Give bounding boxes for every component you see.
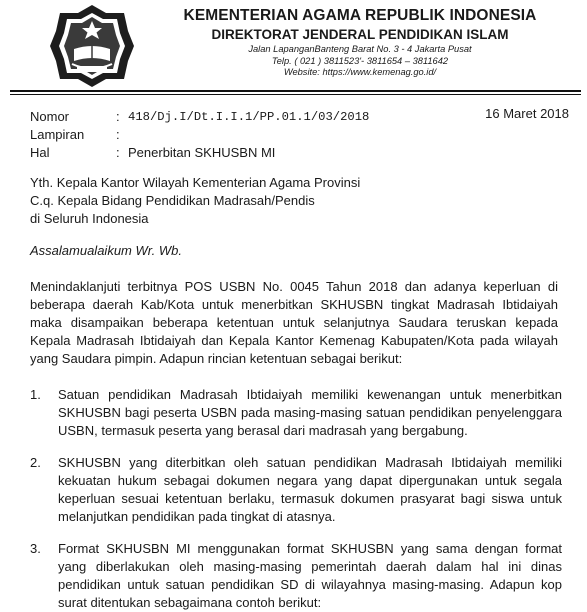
list-item bbox=[30, 386, 562, 440]
letterhead-address: Jalan LapanganBanteng Barat No. 3 - 4 Jakarta Pusat bbox=[248, 44, 472, 54]
list-item-number: 1. bbox=[30, 387, 41, 402]
ministry-emblem-logo bbox=[48, 3, 136, 89]
hal-value: Penerbitan SKHUSBN MI bbox=[128, 145, 276, 160]
list-item-text: SKHUSBN yang diterbitkan oleh satuan pendidikan Madrasah Ibtidaiyah memiliki kekuatan hukum sebagai dokumen negara yang dapat dipergunakan untuk segala keperluan sesuai ketentuan berlaku, termasuk dokumen prasyarat bagi siswa untuk melanjutkan pendidikan pada tingkat di atasnya. bbox=[58, 455, 562, 524]
letterhead bbox=[140, 6, 580, 79]
recipient-line-1: Yth. Kepala Kantor Wilayah Kementerian Agama Provinsi bbox=[30, 175, 361, 190]
letterhead-divider-thick bbox=[10, 90, 581, 92]
intro-paragraph: Menindaklanjuti terbitnya POS USBN No. 0045 Tahun 2018 dan adanya keperluan di beberapa daerah Kab/Kota untuk menerbitkan SKHUSBN tingkat Madrasah Ibtidaiyah maka disampaikan beberapa ketentuan untuk selanjutnya Saudara teruskan kepada Kepala Madrasah Ibtidaiyah dan Kepala Kantor Kemenag Kabupaten/Kota pada wilayah yang Saudara pimpin. Adapun rincian ketentuan sebagai berikut: bbox=[30, 279, 558, 366]
list-item-number: 3. bbox=[30, 541, 41, 556]
letterhead-ministry-name: KEMENTERIAN AGAMA REPUBLIK INDONESIA bbox=[183, 7, 537, 24]
list-item-text: Satuan pendidikan Madrasah Ibtidaiyah memiliki kewenangan untuk menerbitkan SKHUSBN bagi peserta USBN pada masing-masing satuan pendidikan penyelenggara USBN, termasuk peserta yang berasal dari madrasah yang bergabung. bbox=[58, 387, 562, 438]
lampiran-colon: : bbox=[116, 127, 120, 142]
hal-colon: : bbox=[116, 145, 120, 160]
list-item-text: Format SKHUSBN MI menggunakan format SKHUSBN yang sama dengan format yang diberlakukan oleh masing-masing pemerintah daerah dalam hal ini dinas pendidikan untuk satuan pendidikan SD di wilayahnya masing-masing. Adapun kop surat ditentukan sebagaimana contoh berikut: bbox=[58, 541, 562, 610]
nomor-label: Nomor bbox=[30, 109, 70, 124]
recipient-line-2: C.q. Kepala Bidang Pendidikan Madrasah/Pendis bbox=[30, 193, 315, 208]
list-item-number: 2. bbox=[30, 455, 41, 470]
recipient-line-3: di Seluruh Indonesia bbox=[30, 211, 149, 226]
letter-date: 16 Maret 2018 bbox=[485, 106, 569, 121]
list-item bbox=[30, 540, 562, 612]
nomor-colon: : bbox=[116, 109, 120, 124]
letterhead-directorate-name: DIREKTORAT JENDERAL PENDIDIKAN ISLAM bbox=[211, 27, 509, 42]
lampiran-label: Lampiran bbox=[30, 127, 85, 142]
letterhead-divider-thin bbox=[10, 94, 581, 95]
hal-label: Hal bbox=[30, 145, 50, 160]
nomor-value: 418/Dj.I/Dt.I.I.1/PP.01.1/03/2018 bbox=[128, 110, 370, 124]
letterhead-website: Website: https://www.kemenag.go.id/ bbox=[283, 67, 437, 77]
provisions-list bbox=[30, 386, 562, 612]
recipient-block bbox=[30, 174, 558, 228]
letterhead-phone: Telp. ( 021 ) 3811523'- 3811654 – 3811642 bbox=[271, 55, 449, 66]
greeting: Assalamualaikum Wr. Wb. bbox=[30, 243, 182, 258]
list-item bbox=[30, 454, 562, 526]
